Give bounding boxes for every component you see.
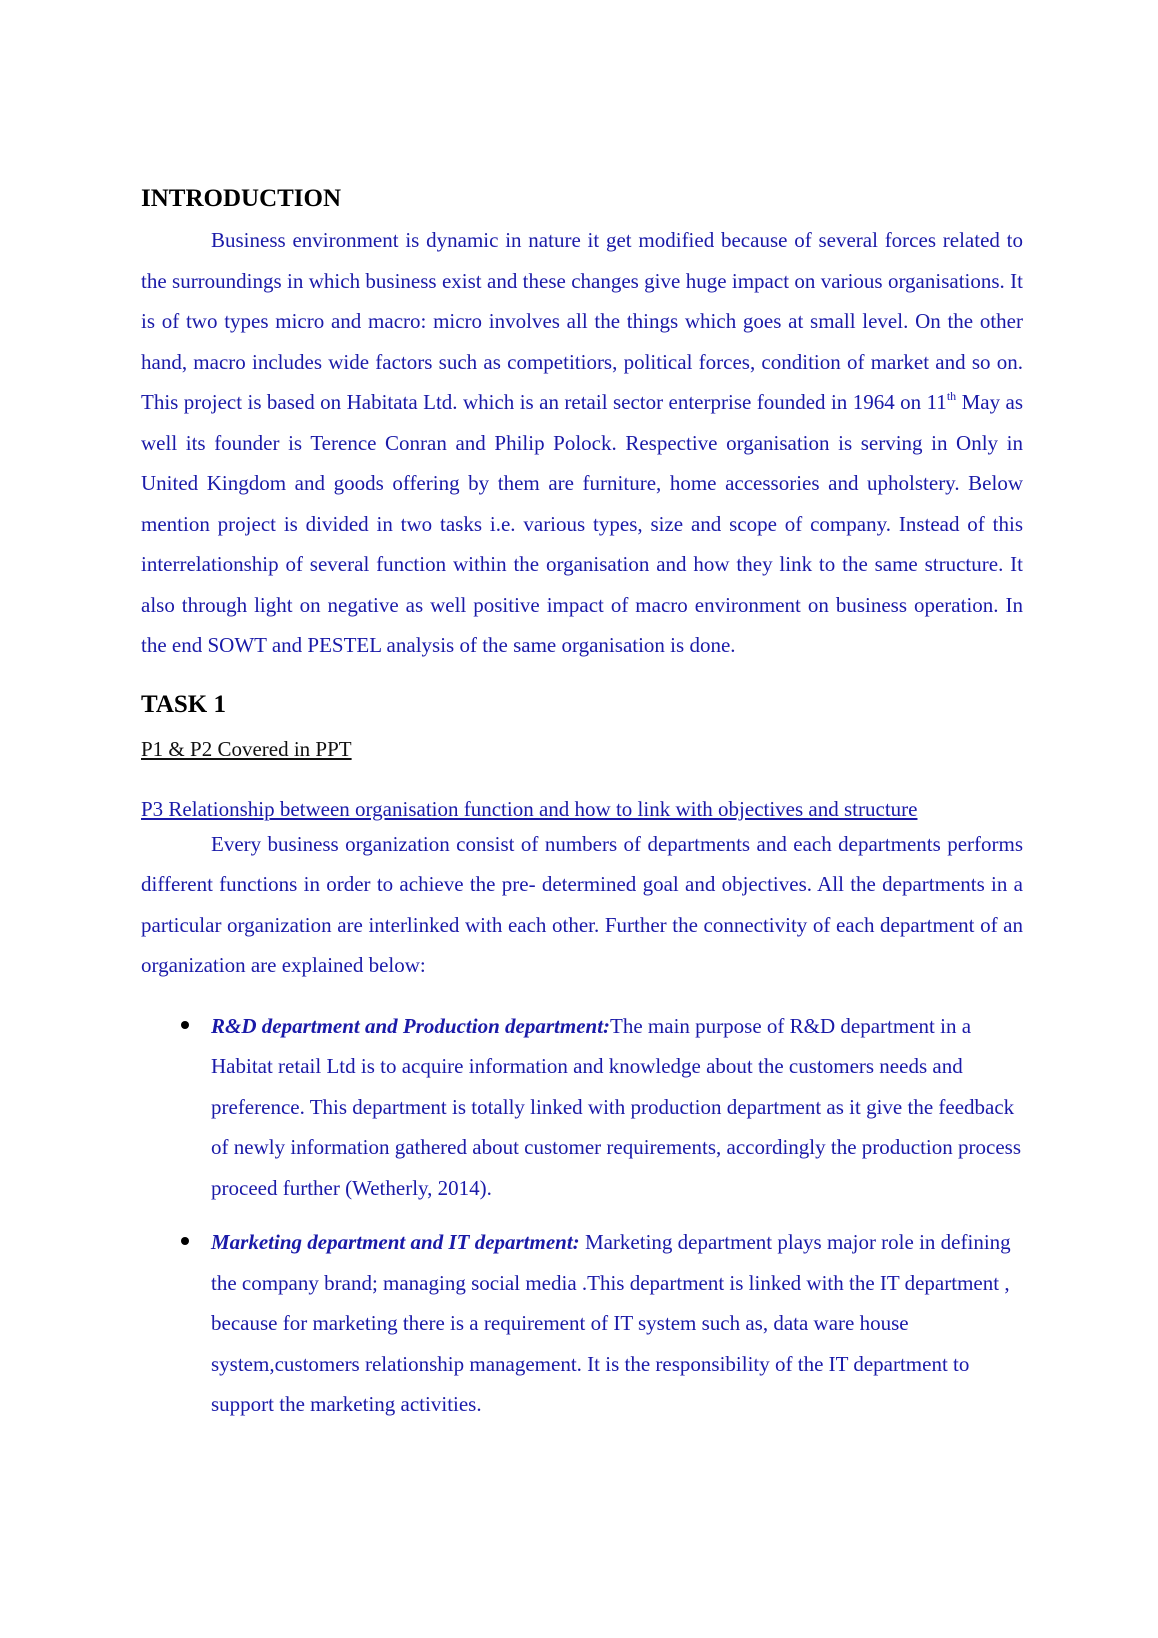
ordinal-suffix: th (946, 389, 957, 403)
p3-section-title: P3 Relationship between organisation function and how to link with objectives and structure (141, 796, 918, 821)
document-page (141, 184, 1023, 1439)
introduction-heading: INTRODUCTION (141, 185, 342, 212)
list-item-text: The main purpose of R&D department in a Habitat retail Ltd is to acquire information and knowledge about the customers needs and preference. This department is totally linked with production department as it give the feedback of newly information gathered about customer requirements, accordingly the production process proceed further (Wetherly, 2014). (211, 1013, 1021, 1200)
list-item-term: R&D department and Production department: (211, 1013, 611, 1038)
list-item-term: Marketing department and IT department: (211, 1230, 580, 1254)
introduction-paragraph (141, 220, 1023, 666)
list-item-text: Marketing department plays major role in defining the company brand; managing social media .This department is linked with the IT department , because for marketing there is a requirement of IT system such as, data ware house system,customers relationship management. It is the responsibility of the IT department to support the marketing activities. (211, 1230, 1011, 1416)
task-1-heading: TASK 1 (141, 690, 226, 718)
bullet-icon (179, 1006, 191, 1046)
p1-p2-link: P1 & P2 Covered in PPT (141, 736, 352, 761)
bullet-icon (179, 1222, 191, 1262)
list-item (141, 1006, 1023, 1209)
p3-paragraph: Every business organization consist of numbers of departments and each departments performs different functions in order to achieve the pre- determined goal and objectives. All the departments in a particular organization are interlinked with each other. Further the connectivity of each department of an organization are explained below: (141, 831, 1023, 977)
intro-text-part-2: May as well its founder is Terence Conran and Philip Polock. Respective organisation is serving in Only in United Kingdom and goods offering by them are furniture, home accessories and upholstery. Below mention project is divided in two tasks i.e. various types, size and scope of company. Instead of this interrelationship of several function within the organisation and how they link to the same structure. It also through light on negative as well positive impact of macro environment on business operation. In the end SOWT and PESTEL analysis of the same organisation is done. (141, 390, 1023, 657)
list-item (141, 1222, 1023, 1425)
department-list (141, 1006, 1023, 1425)
intro-text-part-1: Business environment is dynamic in nature it get modified because of several forces related to the surroundings in which business exist and these changes give huge impact on various organisations. It is of two types micro and macro: micro involves all the things which goes at small level. On the other hand, macro includes wide factors such as competitiors, political forces, condition of market and so on. This project is based on Habitata Ltd. which is an retail sector enterprise founded in 1964 on 11 (141, 228, 1023, 414)
